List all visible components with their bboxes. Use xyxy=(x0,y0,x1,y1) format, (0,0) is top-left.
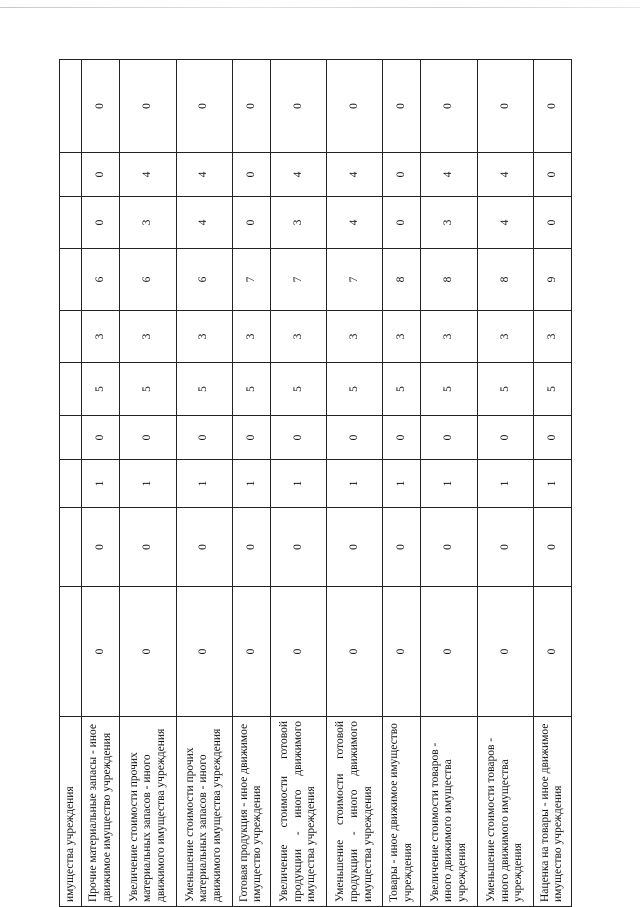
table-row xyxy=(120,60,176,907)
code-digit-cell: 0 xyxy=(327,508,383,587)
code-digit-cell: 1 xyxy=(270,460,326,508)
code-digit-cell: 6 xyxy=(82,249,120,311)
code-digit-cell: 3 xyxy=(232,311,270,363)
code-digit-cell: 0 xyxy=(176,587,232,717)
account-label-cell: Уменьшение стоимости товаров - иного движимого имущества учреждения xyxy=(477,717,533,907)
code-digit-cell: 5 xyxy=(120,363,176,416)
code-digit-cell: 5 xyxy=(232,363,270,416)
code-digit-cell: 0 xyxy=(82,416,120,460)
code-digit-cell: 0 xyxy=(82,197,120,249)
table-row xyxy=(477,60,533,907)
code-digit-cell: 5 xyxy=(477,363,533,416)
code-digit-cell: 5 xyxy=(270,363,326,416)
code-digit-cell: 0 xyxy=(120,60,176,153)
code-digit-cell: 1 xyxy=(383,460,421,508)
code-digit-cell: 0 xyxy=(421,587,477,717)
code-digit-cell: 0 xyxy=(176,416,232,460)
code-digit-cell: 0 xyxy=(477,587,533,717)
code-digit-cell: 6 xyxy=(120,249,176,311)
code-digit-cell: 0 xyxy=(270,587,326,717)
code-digit-cell: 8 xyxy=(477,249,533,311)
table-row xyxy=(270,60,326,907)
code-digit-cell: 0 xyxy=(82,587,120,717)
code-digit-cell: 3 xyxy=(421,197,477,249)
code-digit-cell: 0 xyxy=(533,153,571,197)
empty-cell xyxy=(60,508,82,587)
code-digit-cell: 1 xyxy=(82,460,120,508)
code-digit-cell: 0 xyxy=(270,60,326,153)
account-label-cell: Прочие материальные запасы - иное движимое имущество учреждения xyxy=(82,717,120,907)
code-digit-cell: 0 xyxy=(270,508,326,587)
code-digit-cell: 0 xyxy=(327,60,383,153)
code-digit-cell: 7 xyxy=(232,249,270,311)
code-digit-cell: 0 xyxy=(383,60,421,153)
accounts-table-body xyxy=(60,60,572,907)
code-digit-cell: 4 xyxy=(176,153,232,197)
code-digit-cell: 5 xyxy=(82,363,120,416)
empty-cell xyxy=(60,416,82,460)
accounts-table xyxy=(59,59,572,907)
code-digit-cell: 0 xyxy=(232,587,270,717)
code-digit-cell: 0 xyxy=(477,508,533,587)
code-digit-cell: 0 xyxy=(383,416,421,460)
code-digit-cell: 3 xyxy=(421,311,477,363)
code-digit-cell: 0 xyxy=(327,587,383,717)
table-row xyxy=(383,60,421,907)
code-digit-cell: 3 xyxy=(120,197,176,249)
empty-cell xyxy=(60,197,82,249)
code-digit-cell: 6 xyxy=(176,249,232,311)
code-digit-cell: 5 xyxy=(533,363,571,416)
table-row xyxy=(533,60,571,907)
code-digit-cell: 0 xyxy=(120,587,176,717)
code-digit-cell: 0 xyxy=(533,587,571,717)
code-digit-cell: 1 xyxy=(120,460,176,508)
code-digit-cell: 0 xyxy=(120,416,176,460)
code-digit-cell: 3 xyxy=(120,311,176,363)
code-digit-cell: 7 xyxy=(327,249,383,311)
code-digit-cell: 3 xyxy=(270,311,326,363)
code-digit-cell: 4 xyxy=(327,197,383,249)
header-label-cell: имущества учреждения xyxy=(60,717,82,907)
code-digit-cell: 0 xyxy=(533,416,571,460)
code-digit-cell: 8 xyxy=(421,249,477,311)
code-digit-cell: 5 xyxy=(327,363,383,416)
table-header-row xyxy=(60,60,82,907)
code-digit-cell: 0 xyxy=(421,416,477,460)
code-digit-cell: 3 xyxy=(176,311,232,363)
account-label-cell: Уменьшение стоимости готовой продукции - иного движимого имущества учреждения xyxy=(327,717,383,907)
code-digit-cell: 0 xyxy=(176,508,232,587)
empty-cell xyxy=(60,153,82,197)
code-digit-cell: 5 xyxy=(421,363,477,416)
code-digit-cell: 4 xyxy=(176,197,232,249)
account-label-cell: Товары - иное движимое имущество учреждения xyxy=(383,717,421,907)
code-digit-cell: 0 xyxy=(82,153,120,197)
code-digit-cell: 0 xyxy=(120,508,176,587)
code-digit-cell: 0 xyxy=(383,153,421,197)
code-digit-cell: 0 xyxy=(82,508,120,587)
code-digit-cell: 4 xyxy=(477,197,533,249)
code-digit-cell: 0 xyxy=(232,508,270,587)
account-label-cell: Уменьшение стоимости прочих материальных запасов - иного движимого имущества учреждения xyxy=(176,717,232,907)
code-digit-cell: 0 xyxy=(82,60,120,153)
code-digit-cell: 1 xyxy=(232,460,270,508)
table-row xyxy=(327,60,383,907)
code-digit-cell: 3 xyxy=(533,311,571,363)
code-digit-cell: 0 xyxy=(533,197,571,249)
account-label-cell: Увеличение стоимости товаров - иного движимого имущества учреждения xyxy=(421,717,477,907)
rotated-page xyxy=(59,60,572,907)
code-digit-cell: 3 xyxy=(327,311,383,363)
code-digit-cell: 3 xyxy=(477,311,533,363)
code-digit-cell: 1 xyxy=(421,460,477,508)
code-digit-cell: 4 xyxy=(120,153,176,197)
code-digit-cell: 0 xyxy=(232,60,270,153)
code-digit-cell: 0 xyxy=(477,416,533,460)
code-digit-cell: 4 xyxy=(270,153,326,197)
code-digit-cell: 0 xyxy=(421,508,477,587)
scan-top-edge xyxy=(0,7,640,8)
empty-cell xyxy=(60,587,82,717)
code-digit-cell: 0 xyxy=(327,416,383,460)
empty-cell xyxy=(60,311,82,363)
account-label-cell: Увеличение стоимости готовой продукции - иного движимого имущества учреждения xyxy=(270,717,326,907)
code-digit-cell: 1 xyxy=(533,460,571,508)
table-row xyxy=(232,60,270,907)
empty-cell xyxy=(60,363,82,416)
empty-cell xyxy=(60,60,82,153)
empty-cell xyxy=(60,460,82,508)
code-digit-cell: 4 xyxy=(327,153,383,197)
code-digit-cell: 4 xyxy=(477,153,533,197)
code-digit-cell: 0 xyxy=(383,197,421,249)
code-digit-cell: 0 xyxy=(477,60,533,153)
code-digit-cell: 5 xyxy=(176,363,232,416)
code-digit-cell: 5 xyxy=(383,363,421,416)
code-digit-cell: 3 xyxy=(82,311,120,363)
code-digit-cell: 0 xyxy=(383,587,421,717)
code-digit-cell: 0 xyxy=(232,197,270,249)
code-digit-cell: 7 xyxy=(270,249,326,311)
code-digit-cell: 3 xyxy=(383,311,421,363)
code-digit-cell: 3 xyxy=(270,197,326,249)
code-digit-cell: 8 xyxy=(383,249,421,311)
code-digit-cell: 0 xyxy=(176,60,232,153)
code-digit-cell: 0 xyxy=(270,416,326,460)
code-digit-cell: 9 xyxy=(533,249,571,311)
code-digit-cell: 1 xyxy=(327,460,383,508)
table-row xyxy=(176,60,232,907)
code-digit-cell: 0 xyxy=(421,60,477,153)
account-label-cell: Готовая продукция - иное движимое имущество учреждения xyxy=(232,717,270,907)
empty-cell xyxy=(60,249,82,311)
table-row xyxy=(82,60,120,907)
code-digit-cell: 1 xyxy=(176,460,232,508)
table-row xyxy=(421,60,477,907)
account-label-cell: Наценка на товары - иное движимое имущество учреждения xyxy=(533,717,571,907)
code-digit-cell: 0 xyxy=(383,508,421,587)
code-digit-cell: 0 xyxy=(533,508,571,587)
code-digit-cell: 0 xyxy=(232,153,270,197)
account-label-cell: Увеличение стоимости прочих материальных запасов - иного движимого имущества учреждения xyxy=(120,717,176,907)
code-digit-cell: 0 xyxy=(533,60,571,153)
code-digit-cell: 1 xyxy=(477,460,533,508)
code-digit-cell: 4 xyxy=(421,153,477,197)
code-digit-cell: 0 xyxy=(232,416,270,460)
